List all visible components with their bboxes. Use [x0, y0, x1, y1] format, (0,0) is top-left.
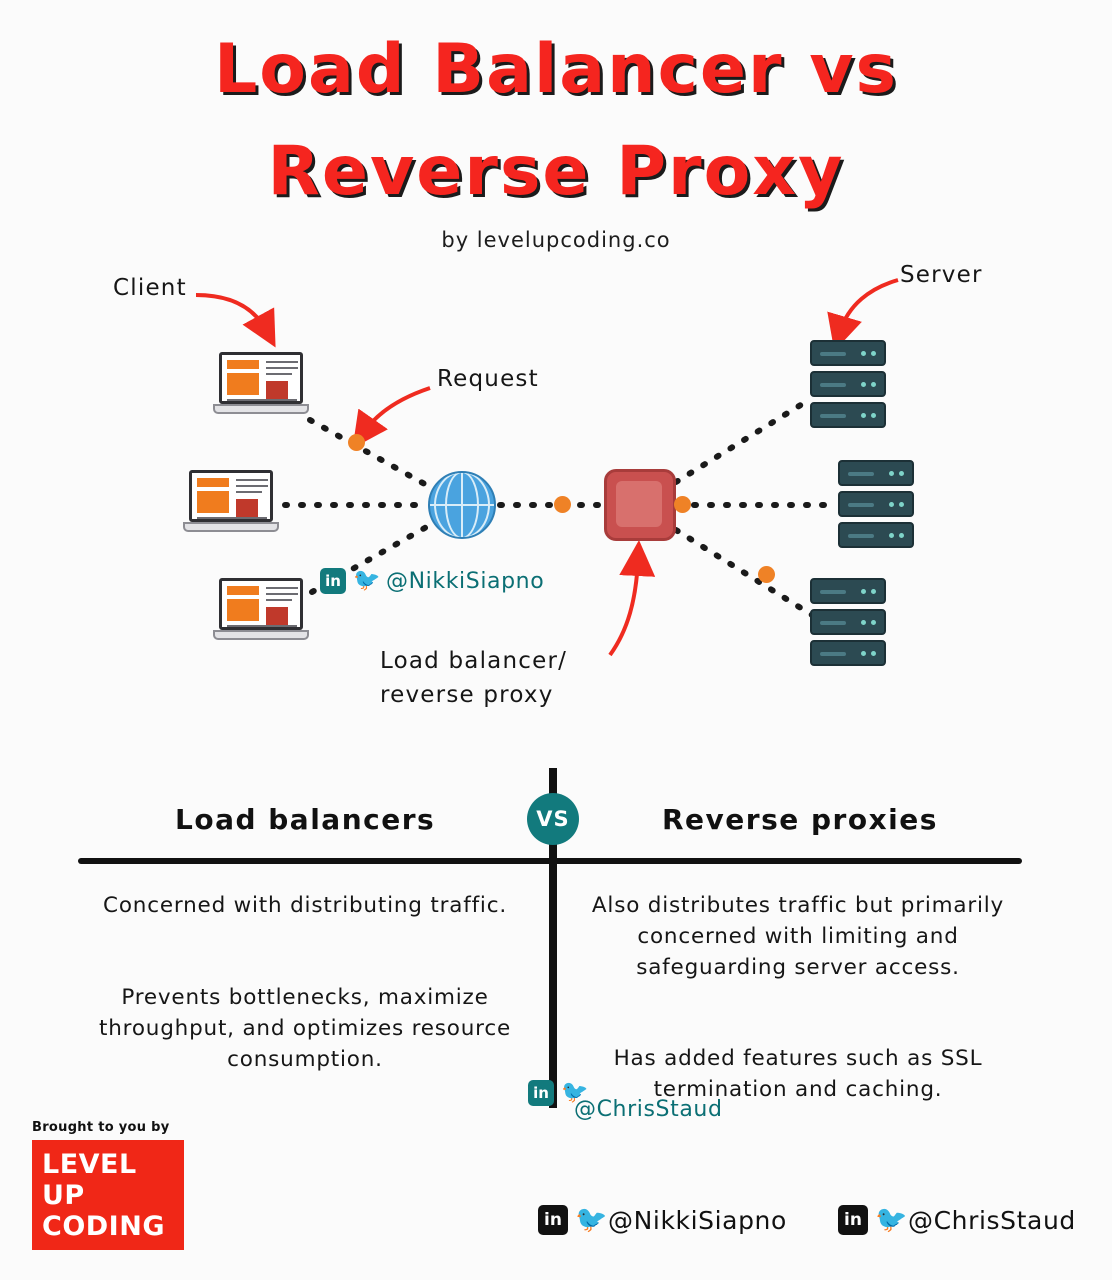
label-load-balancer-line2: reverse proxy: [380, 682, 554, 708]
watermark-handle-comparison: [528, 1080, 743, 1122]
footer-handle-label: @ChrisStaud: [908, 1205, 1076, 1235]
brought-to-you-by-label: Brought to you by: [32, 1120, 170, 1135]
packet-dot: [554, 496, 571, 513]
vs-badge: VS: [527, 793, 579, 845]
watermark-handle-label: @NikkiSiapno: [386, 568, 545, 594]
reverse-proxy-paragraph-1: Also distributes traffic but primarily concerned with limiting and safeguarding server access.: [591, 893, 1005, 980]
laptop-icon: [213, 352, 309, 422]
server-rack-icon: [810, 578, 886, 670]
watermark-handle-diagram: [320, 568, 544, 594]
reverse-proxy-paragraph-2: Has added features such as SSL termination and caching.: [613, 1046, 983, 1102]
footer-handle-label: @NikkiSiapno: [608, 1205, 787, 1235]
logo-line2: CODING: [42, 1210, 165, 1242]
footer-handle-chris: [838, 1205, 1076, 1235]
linkedin-icon: [538, 1205, 568, 1235]
server-rack-icon: [810, 340, 886, 432]
label-server: Server: [900, 262, 983, 288]
label-request: Request: [437, 366, 539, 392]
watermark-handle-label: @ChrisStaud: [574, 1096, 723, 1122]
load-balancer-icon: [604, 469, 676, 541]
packet-dot: [348, 434, 365, 451]
linkedin-icon: [320, 568, 346, 594]
packet-dot: [674, 496, 691, 513]
laptop-icon: [183, 470, 279, 540]
twitter-icon: 🐦: [575, 1205, 608, 1235]
packet-dot: [758, 566, 775, 583]
page-title-line2: Reverse Proxy: [267, 132, 845, 211]
twitter-icon: 🐦: [875, 1205, 908, 1235]
label-client: Client: [113, 275, 187, 301]
footer-handle-nikki: [538, 1205, 787, 1235]
twitter-icon: 🐦: [561, 1080, 589, 1105]
globe-icon: [428, 471, 496, 539]
column-title-load-balancers: Load balancers: [175, 803, 436, 836]
comparison-rule: [78, 858, 1022, 864]
byline: by levelupcoding.co: [441, 228, 671, 252]
column-title-reverse-proxies: Reverse proxies: [662, 803, 938, 836]
logo-line1: LEVEL UP: [42, 1148, 137, 1211]
linkedin-icon: [838, 1205, 868, 1235]
load-balancer-paragraph-1: Concerned with distributing traffic.: [103, 893, 507, 918]
label-load-balancer-line1: Load balancer/: [380, 648, 568, 674]
server-rack-icon: [838, 460, 914, 552]
linkedin-icon: [528, 1080, 554, 1106]
laptop-icon: [213, 578, 309, 648]
page-title-line1: Load Balancer vs: [213, 30, 899, 109]
level-up-coding-logo: [32, 1140, 184, 1250]
twitter-icon: 🐦: [353, 568, 381, 593]
load-balancer-paragraph-2: Prevents bottlenecks, maximize throughput, and optimizes resource consumption.: [99, 985, 511, 1072]
